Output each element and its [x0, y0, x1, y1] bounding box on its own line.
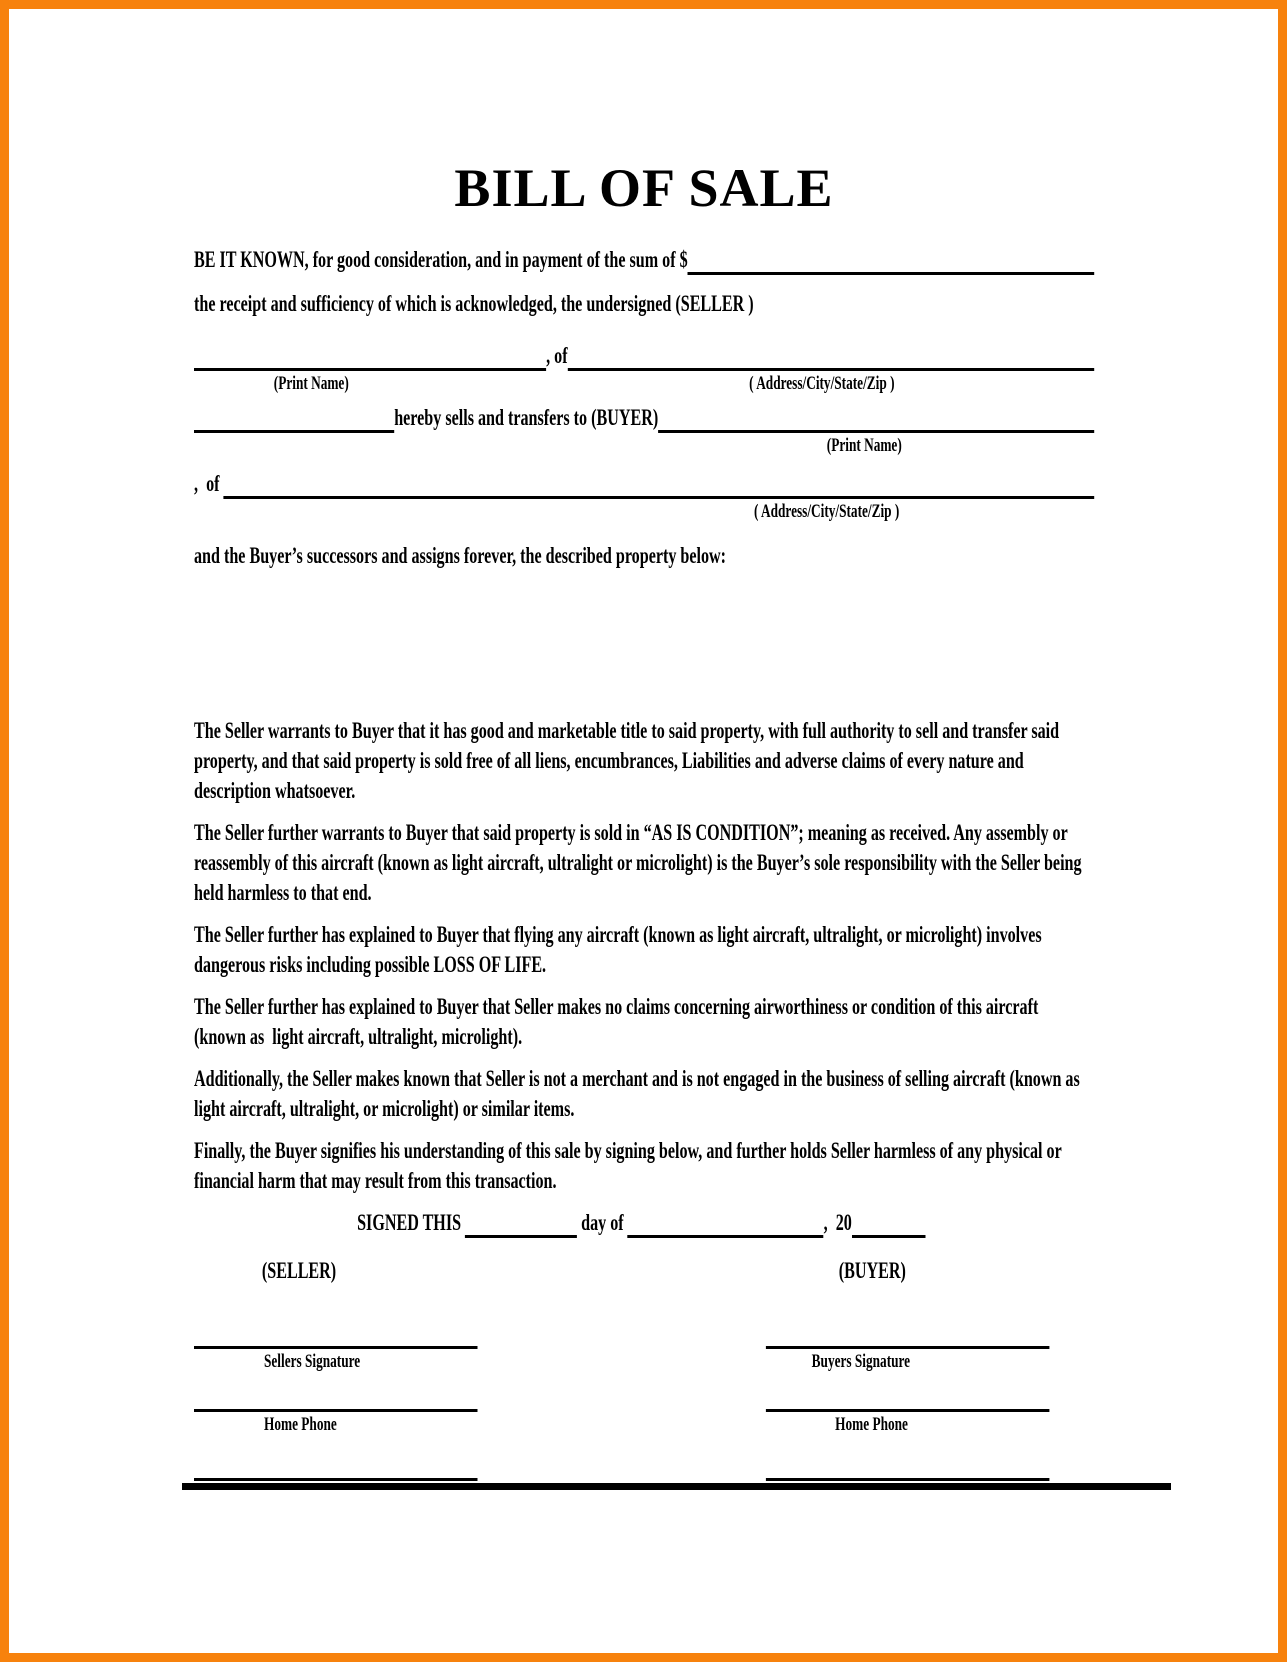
assigns-line: and the Buyer’s successors and assigns forever, the described property below:	[194, 543, 727, 568]
seller-address-blank	[568, 344, 1095, 371]
bill-paragraph-risk: The Seller further has explained to Buyer that flying any aircraft (known as light aircraft, ultralight, or microlight) involves dangerous risks including possible LOSS OF LIFE.	[194, 922, 1046, 977]
transfer-text: hereby sells and transfers to (BUYER)	[394, 405, 659, 430]
buyer-name-blank	[658, 406, 1094, 433]
sum-line	[194, 245, 1094, 275]
day-of-text: day of	[581, 1210, 624, 1235]
sum-amount-blank	[688, 248, 1095, 275]
party-headings	[194, 1256, 1094, 1286]
document-title: BILL OF SALE	[454, 158, 834, 218]
extra-lines	[194, 1454, 1094, 1481]
seller-short-blank	[194, 406, 394, 433]
bill-paragraph-merchant: Additionally, the Seller makes known that Seller is not a merchant and is not engaged in the business of selling aircraft (known as light aircraft, ultralight, or microlight) or similar items.	[194, 1066, 1088, 1121]
receipt-line: the receipt and sufficiency of which is acknowledged, the undersigned (SELLER )	[194, 291, 754, 316]
year-prefix-text: , 20	[823, 1210, 852, 1235]
phone-labels	[194, 1412, 1094, 1438]
buyer-address-labels	[194, 499, 1094, 525]
print-name-label: (Print Name)	[273, 373, 349, 394]
bill-paragraph-as-is: The Seller further warrants to Buyer that said property is sold in “AS IS CONDITION”; meaning as received. Any assembly or reassembly of this aircraft (known as light aircraft, ultralight or microlight) is the Buyer’s sole responsibility with the Seller being held harmless to that end.	[194, 820, 1086, 905]
document-body	[194, 159, 1094, 1490]
address-label: ( Address/City/State/Zip )	[754, 501, 900, 522]
seller-name-labels	[194, 371, 1094, 397]
buyer-signature-line	[766, 1322, 1049, 1349]
signature-lines	[194, 1322, 1094, 1349]
seller-of-text: , of	[546, 343, 568, 368]
bottom-divider	[182, 1483, 1171, 1490]
buyer-of-text: , of	[194, 471, 224, 496]
phone-lines	[194, 1385, 1094, 1412]
buyer-extra-line	[766, 1454, 1049, 1481]
seller-phone-label: Home Phone	[264, 1414, 337, 1435]
buyer-phone-line	[766, 1385, 1049, 1412]
buyer-name-labels	[194, 433, 1094, 459]
transfer-line	[194, 403, 1094, 433]
seller-phone-line	[194, 1385, 478, 1412]
buyer-heading: (BUYER)	[838, 1258, 906, 1283]
buyer-signature-label: Buyers Signature	[811, 1351, 911, 1372]
bill-paragraph-warranty: The Seller warrants to Buyer that it has good and marketable title to said property, with full authority to sell and transfer said property, and that said property is sold free of all liens, encumbrances, Liabilities and adverse claims of every nature and description whatsoever.	[194, 718, 1064, 803]
seller-signature-line	[194, 1322, 478, 1349]
seller-signature-label: Sellers Signature	[264, 1351, 361, 1372]
signed-month-blank	[628, 1211, 824, 1238]
signed-year-blank	[852, 1211, 926, 1238]
signed-day-blank	[465, 1211, 577, 1238]
bill-paragraph-harmless: Finally, the Buyer signifies his understanding of this sale by signing below, and further holds Seller harmless of any physical or financial harm that may result from this transaction.	[194, 1138, 1066, 1193]
buyer-address-blank	[224, 472, 1095, 499]
bill-paragraph-airworthiness: The Seller further has explained to Buyer that Seller makes no claims concerning airworthiness or condition of this aircraft (known as light aircraft, ultralight, microlight).	[194, 994, 1043, 1049]
seller-name-blank	[194, 344, 546, 371]
sum-line-text: BE IT KNOWN, for good consideration, and in payment of the sum of $	[194, 247, 688, 272]
seller-name-line	[194, 341, 1094, 371]
buyer-address-line	[194, 469, 1094, 499]
seller-heading: (SELLER)	[261, 1258, 337, 1283]
signature-labels	[194, 1349, 1094, 1375]
signed-line	[194, 1208, 1094, 1238]
seller-extra-line	[194, 1454, 478, 1481]
buyer-phone-label: Home Phone	[835, 1414, 908, 1435]
signed-this-text: SIGNED THIS	[357, 1210, 462, 1235]
print-name-label: (Print Name)	[826, 435, 902, 456]
address-label: ( Address/City/State/Zip )	[749, 373, 895, 394]
property-description-area	[194, 571, 1094, 716]
